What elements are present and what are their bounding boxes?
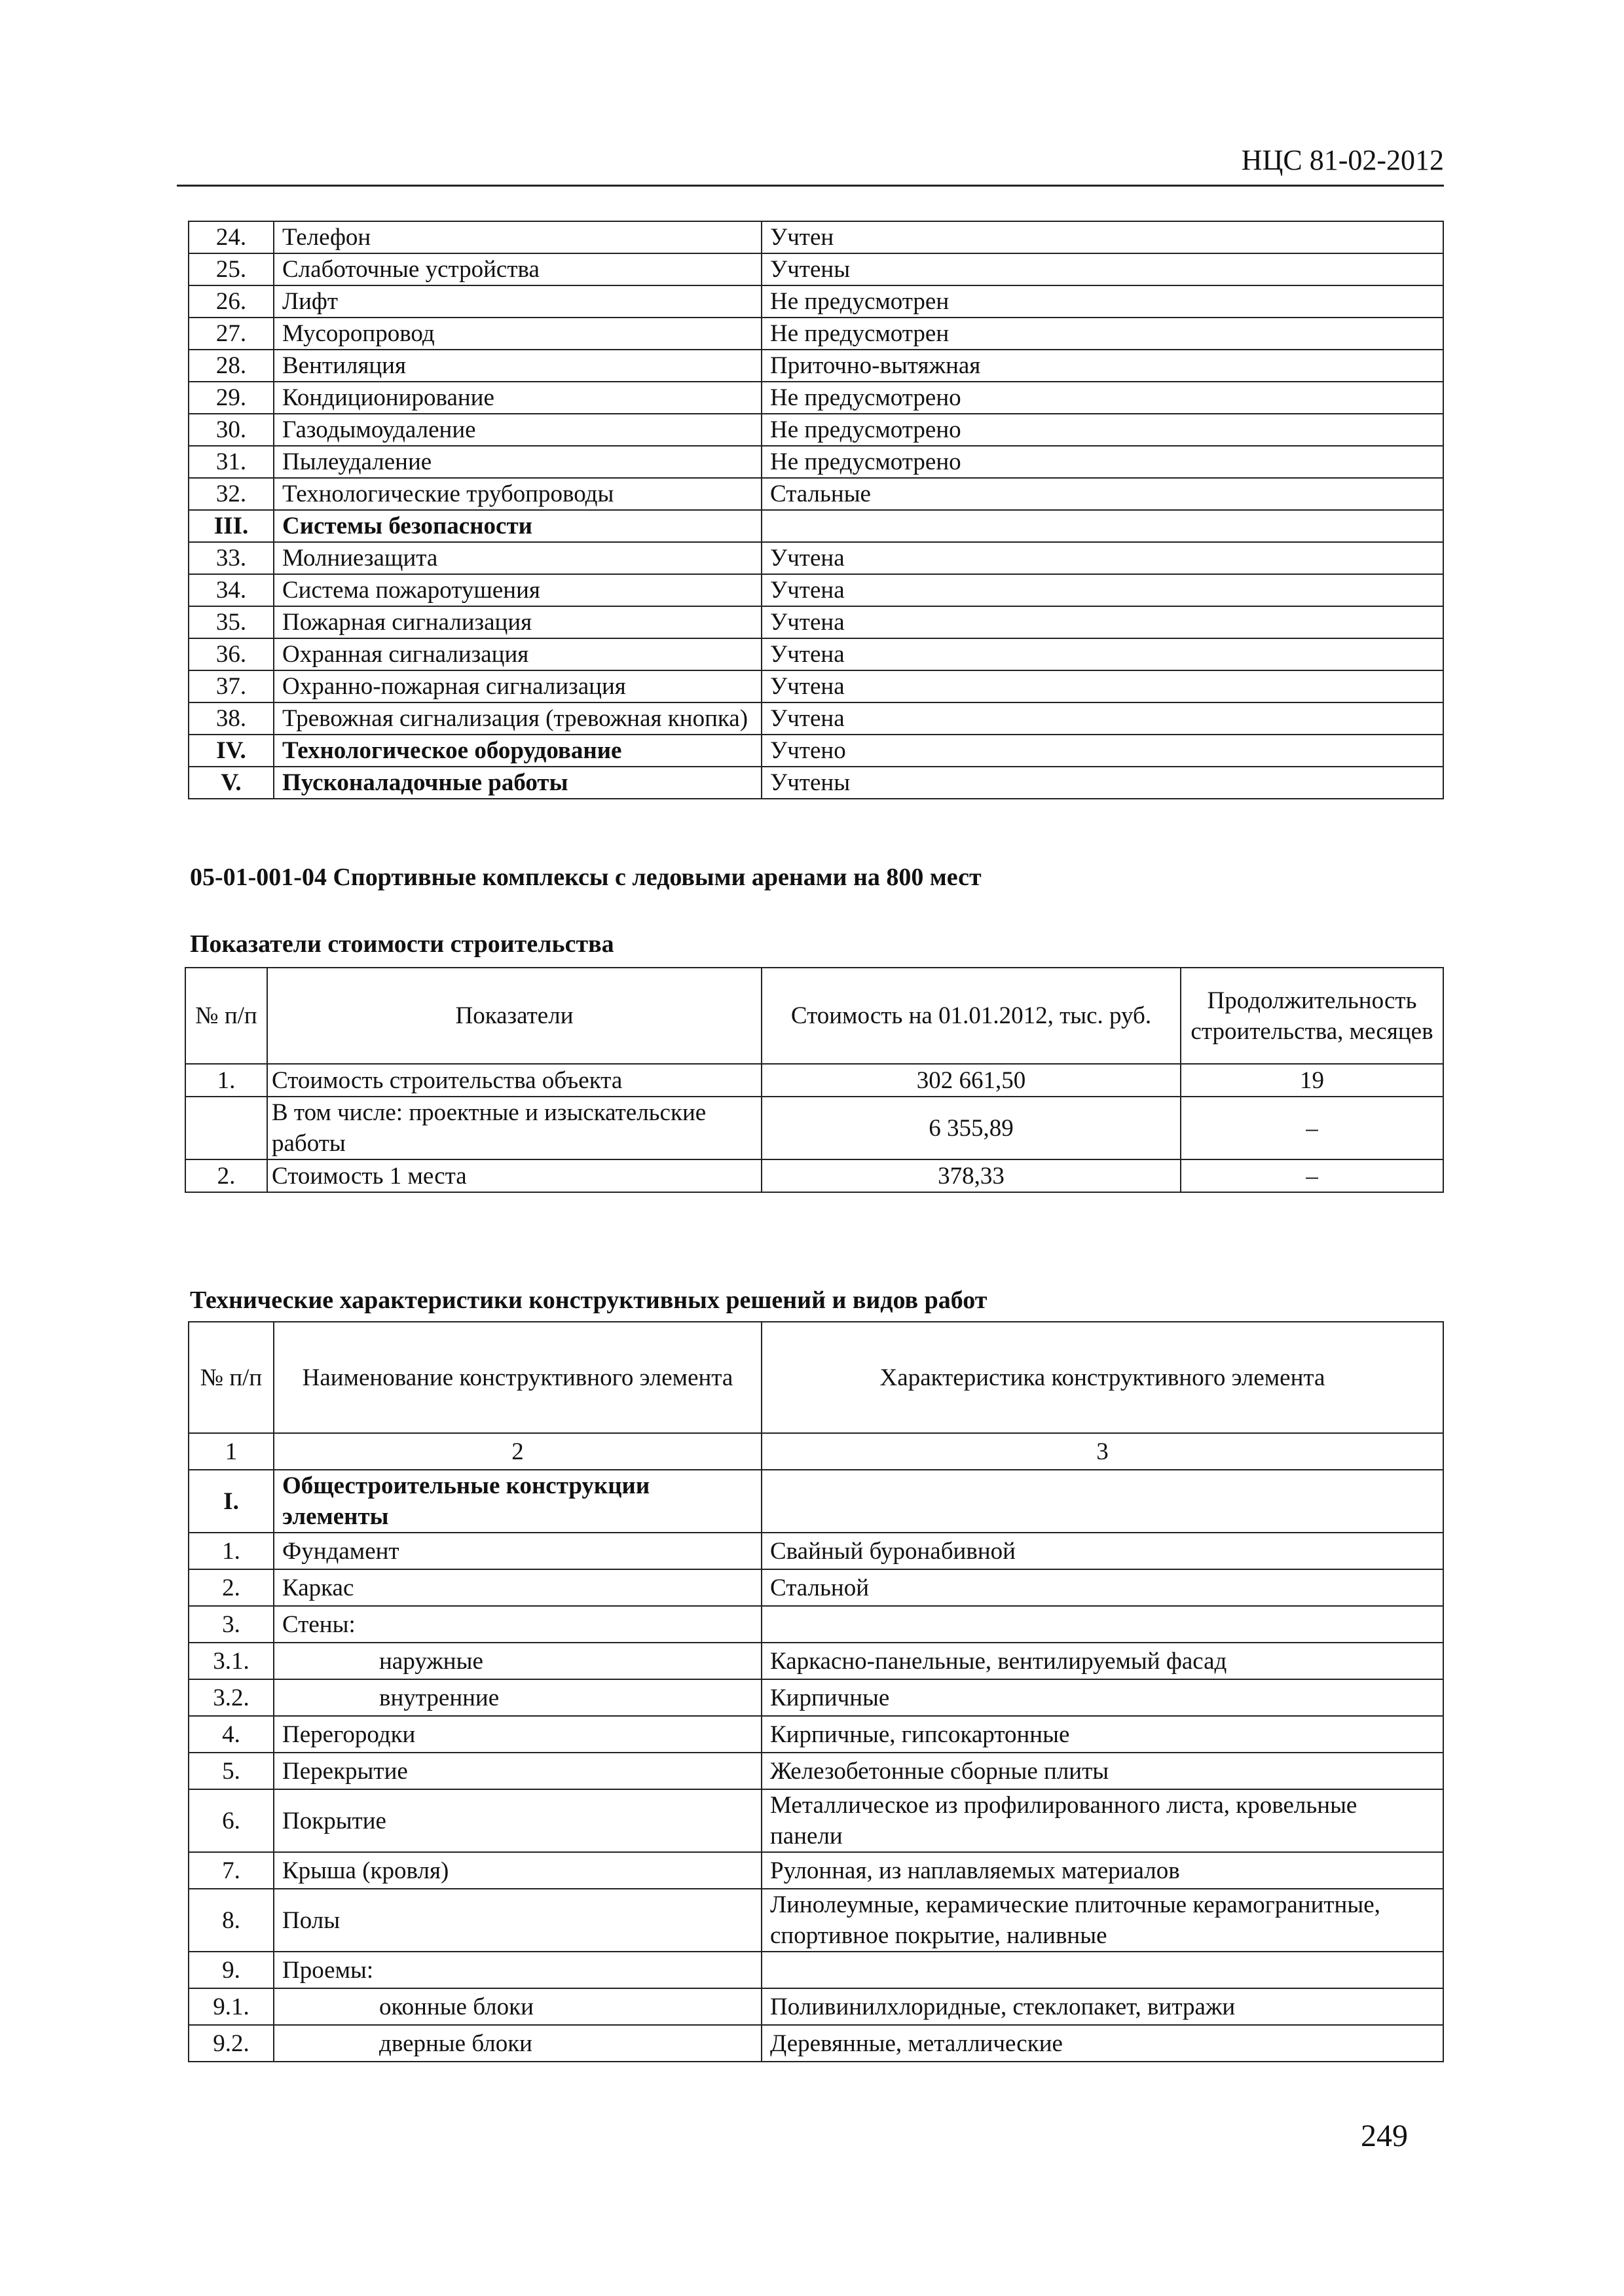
table-row	[189, 1952, 1443, 1988]
row-number: 31.	[189, 446, 274, 478]
table-row	[189, 1679, 1443, 1716]
table-row	[189, 767, 1443, 799]
colnum-3: 3	[762, 1433, 1443, 1470]
table-row	[189, 253, 1443, 285]
table-row	[189, 1606, 1443, 1643]
row-value: Стальные	[762, 478, 1443, 510]
row-value: Металлическое из профилированного листа, кровельные панели	[762, 1789, 1443, 1852]
row-name: Стоимость 1 места	[267, 1159, 762, 1192]
table-row	[189, 446, 1443, 478]
document-code: НЦС 81-02-2012	[1241, 144, 1444, 176]
tech-table-colnums	[189, 1433, 1443, 1470]
table-row	[189, 1889, 1443, 1952]
row-number: V.	[189, 767, 274, 799]
row-number: 9.2.	[189, 2025, 274, 2062]
row-value: Приточно-вытяжная	[762, 350, 1443, 382]
row-number: 4.	[189, 1716, 274, 1753]
table-row	[189, 478, 1443, 510]
tech-title: Технические характеристики конструктивных решений и видов работ	[190, 1286, 987, 1314]
table-row	[189, 1789, 1443, 1852]
table-row	[189, 2025, 1443, 2062]
row-value: Учтена	[762, 670, 1443, 702]
row-number: 3.1.	[189, 1643, 274, 1679]
row-name: Мусоропровод	[274, 318, 762, 350]
row-name: Пожарная сигнализация	[274, 606, 762, 638]
row-value: Учтена	[762, 542, 1443, 574]
page-number: 249	[1361, 2119, 1408, 2153]
table-row	[189, 350, 1443, 382]
row-name: Тревожная сигнализация (тревожная кнопка)	[274, 702, 762, 735]
row-name: оконные блоки	[274, 1988, 762, 2025]
row-name: Молниезащита	[274, 542, 762, 574]
table-row	[189, 1470, 1443, 1533]
table-row	[189, 1753, 1443, 1789]
row-value: Рулонная, из наплавляемых материалов	[762, 1852, 1443, 1889]
row-number: 7.	[189, 1852, 274, 1889]
table-row	[185, 1064, 1443, 1097]
row-name: Кондиционирование	[274, 382, 762, 414]
row-value	[762, 510, 1443, 542]
table-row	[189, 1643, 1443, 1679]
table-row	[189, 285, 1443, 318]
cost-table-header	[185, 968, 1443, 1064]
row-number: 33.	[189, 542, 274, 574]
row-number: 38.	[189, 702, 274, 735]
row-number: 9.	[189, 1952, 274, 1988]
row-value	[762, 1470, 1443, 1533]
header-num: № п/п	[185, 968, 267, 1064]
row-number: 3.	[189, 1606, 274, 1643]
row-name: Полы	[274, 1889, 762, 1952]
row-number: 32.	[189, 478, 274, 510]
row-number: 34.	[189, 574, 274, 606]
row-value: Не предусмотрено	[762, 446, 1443, 478]
table-row	[185, 1159, 1443, 1192]
row-name: Пусконаладочные работы	[274, 767, 762, 799]
row-value	[762, 1952, 1443, 1988]
row-name: Фундамент	[274, 1533, 762, 1569]
row-number: IV.	[189, 735, 274, 767]
row-name: Технологическое оборудование	[274, 735, 762, 767]
row-value: Кирпичные	[762, 1679, 1443, 1716]
row-name: Охранно-пожарная сигнализация	[274, 670, 762, 702]
row-number: 27.	[189, 318, 274, 350]
row-name: Вентиляция	[274, 350, 762, 382]
row-name: Системы безопасности	[274, 510, 762, 542]
row-value: Учтена	[762, 574, 1443, 606]
page-header	[177, 131, 1444, 187]
row-number: 24.	[189, 221, 274, 253]
row-value: Учтен	[762, 221, 1443, 253]
row-value: Линолеумные, керамические плиточные керамогранитные, спортивное покрытие, наливные	[762, 1889, 1443, 1952]
row-value: Учтены	[762, 767, 1443, 799]
row-name: Покрытие	[274, 1789, 762, 1852]
row-value: Свайный буронабивной	[762, 1533, 1443, 1569]
row-value: Поливинилхлоридные, стеклопакет, витражи	[762, 1988, 1443, 2025]
table-row	[189, 574, 1443, 606]
row-name: Охранная сигнализация	[274, 638, 762, 670]
row-name: Общестроительные конструкции элементы	[274, 1470, 762, 1533]
row-cost: 6 355,89	[762, 1097, 1181, 1159]
table-row	[189, 1533, 1443, 1569]
row-value: Учтена	[762, 702, 1443, 735]
row-value: Не предусмотрено	[762, 382, 1443, 414]
table-row	[189, 735, 1443, 767]
header-cost: Стоимость на 01.01.2012, тыс. руб.	[762, 968, 1181, 1064]
table-row	[189, 414, 1443, 446]
row-number: 6.	[189, 1789, 274, 1852]
row-value: Учтены	[762, 253, 1443, 285]
row-number: III.	[189, 510, 274, 542]
header-element-name: Наименование конструктивного элемента	[274, 1322, 762, 1433]
row-value: Не предусмотрен	[762, 318, 1443, 350]
row-value: Железобетонные сборные плиты	[762, 1753, 1443, 1789]
row-number: 5.	[189, 1753, 274, 1789]
row-name: Проемы:	[274, 1952, 762, 1988]
header-num: № п/п	[189, 1322, 274, 1433]
row-name: внутренние	[274, 1679, 762, 1716]
header-characteristic: Характеристика конструктивного элемента	[762, 1322, 1443, 1433]
colnum-1: 1	[189, 1433, 274, 1470]
table-row	[189, 1852, 1443, 1889]
table-row	[189, 1569, 1443, 1606]
row-value: Учтено	[762, 735, 1443, 767]
row-name: Крыша (кровля)	[274, 1852, 762, 1889]
row-number: 30.	[189, 414, 274, 446]
row-value: Деревянные, металлические	[762, 2025, 1443, 2062]
table-row	[189, 221, 1443, 253]
row-value: Кирпичные, гипсокартонные	[762, 1716, 1443, 1753]
row-name: Перегородки	[274, 1716, 762, 1753]
row-name: дверные блоки	[274, 2025, 762, 2062]
row-number: 1.	[185, 1064, 267, 1097]
row-value: Стальной	[762, 1569, 1443, 1606]
row-name: Пылеудаление	[274, 446, 762, 478]
row-number: 1.	[189, 1533, 274, 1569]
row-number: 3.2.	[189, 1679, 274, 1716]
systems-table	[188, 221, 1444, 799]
header-duration: Продолжительность строительства, месяцев	[1181, 968, 1443, 1064]
row-number: I.	[189, 1470, 274, 1533]
row-number: 25.	[189, 253, 274, 285]
row-cost: 378,33	[762, 1159, 1181, 1192]
row-number: 8.	[189, 1889, 274, 1952]
row-name: Перекрытие	[274, 1753, 762, 1789]
table-row	[189, 670, 1443, 702]
table-row	[189, 702, 1443, 735]
row-number: 2.	[185, 1159, 267, 1192]
cost-title: Показатели стоимости строительства	[190, 930, 614, 958]
table-row	[189, 510, 1443, 542]
tech-table-header	[189, 1322, 1443, 1433]
row-number: 2.	[189, 1569, 274, 1606]
row-name: Стоимость строительства объекта	[267, 1064, 762, 1097]
table-row	[189, 1988, 1443, 2025]
colnum-2: 2	[274, 1433, 762, 1470]
row-name: наружные	[274, 1643, 762, 1679]
row-name: Слаботочные устройства	[274, 253, 762, 285]
section-title: 05-01-001-04 Спортивные комплексы с ледовыми аренами на 800 мест	[190, 864, 982, 891]
table-row	[189, 382, 1443, 414]
row-cost: 302 661,50	[762, 1064, 1181, 1097]
table-row	[189, 1716, 1443, 1753]
table-row	[189, 318, 1443, 350]
row-number: 9.1.	[189, 1988, 274, 2025]
row-name: Лифт	[274, 285, 762, 318]
row-number: 28.	[189, 350, 274, 382]
row-duration: –	[1181, 1097, 1443, 1159]
row-number: 29.	[189, 382, 274, 414]
row-name: Технологические трубопроводы	[274, 478, 762, 510]
table-row	[189, 638, 1443, 670]
row-number	[185, 1097, 267, 1159]
row-name: Каркас	[274, 1569, 762, 1606]
row-duration: 19	[1181, 1064, 1443, 1097]
row-number: 36.	[189, 638, 274, 670]
row-name: Система пожаротушения	[274, 574, 762, 606]
row-name: Стены:	[274, 1606, 762, 1643]
header-indicator: Показатели	[267, 968, 762, 1064]
tech-table	[188, 1321, 1444, 2062]
row-value: Не предусмотрен	[762, 285, 1443, 318]
row-number: 35.	[189, 606, 274, 638]
row-value: Учтена	[762, 638, 1443, 670]
row-name: В том числе: проектные и изыскательские работы	[267, 1097, 762, 1159]
row-name: Газодымоудаление	[274, 414, 762, 446]
row-number: 26.	[189, 285, 274, 318]
table-row	[189, 606, 1443, 638]
row-value: Не предусмотрено	[762, 414, 1443, 446]
table-row	[189, 542, 1443, 574]
table-row	[185, 1097, 1443, 1159]
row-value: Каркасно-панельные, вентилируемый фасад	[762, 1643, 1443, 1679]
row-value	[762, 1606, 1443, 1643]
row-duration: –	[1181, 1159, 1443, 1192]
row-name: Телефон	[274, 221, 762, 253]
row-value: Учтена	[762, 606, 1443, 638]
row-number: 37.	[189, 670, 274, 702]
cost-table	[185, 967, 1444, 1193]
